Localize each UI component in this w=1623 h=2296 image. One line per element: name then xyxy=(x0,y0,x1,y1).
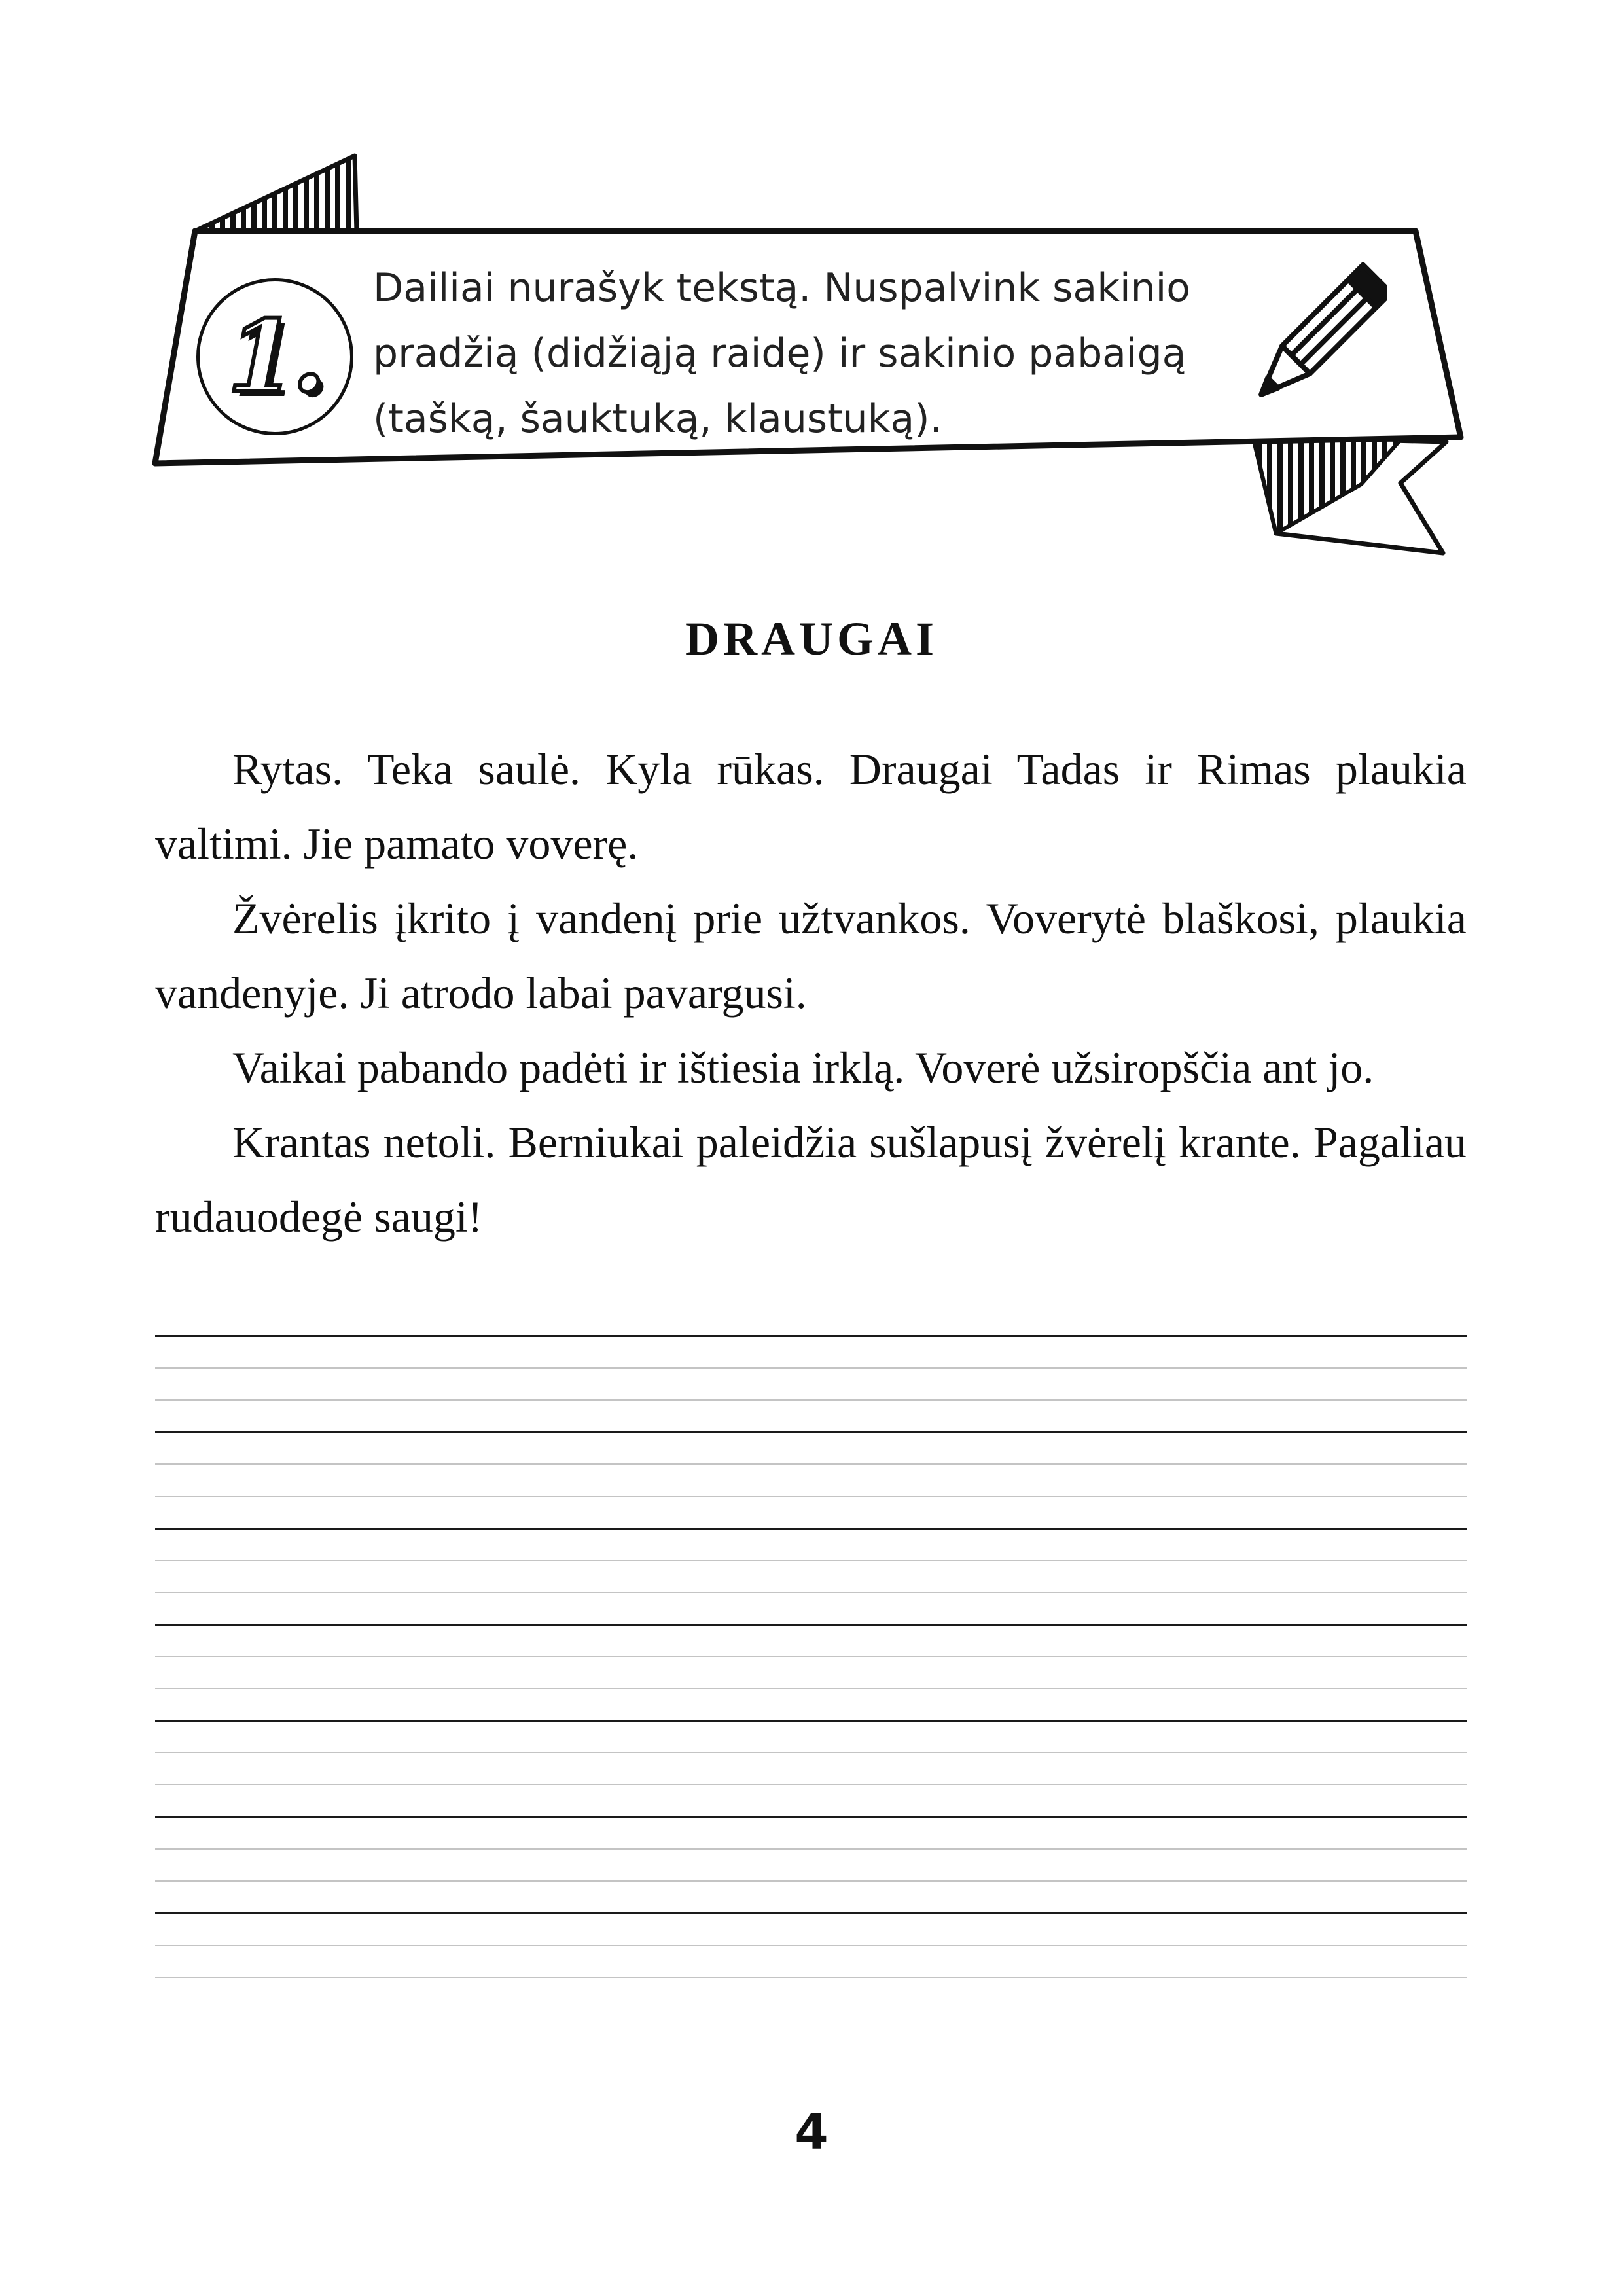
story-paragraph: Žvėrelis įkrito į vandenį prie užtvankos. Voverytė blaškosi, plaukia vandenyje. Ji atrodo labai pavargusi. xyxy=(155,893,1467,1018)
story-paragraph: Vaikai pabando padėti ir ištiesia irklą. Voverė užsiropščia ant jo. xyxy=(232,1043,1374,1092)
writing-guideline xyxy=(155,1945,1467,1946)
writing-guideline xyxy=(155,1560,1467,1561)
story-paragraph: Rytas. Teka saulė. Kyla rūkas. Draugai Tadas ir Rimas plaukia valtimi. Jie pamato voverę. xyxy=(155,744,1467,869)
writing-baseline xyxy=(155,1335,1467,1337)
writing-guideline xyxy=(155,1977,1467,1978)
pencil-icon xyxy=(1237,259,1387,429)
writing-guideline xyxy=(155,1399,1467,1401)
writing-baseline xyxy=(155,1528,1467,1530)
writing-baseline xyxy=(155,1816,1467,1818)
writing-baseline xyxy=(155,1624,1467,1626)
page-number: 4 xyxy=(794,2104,829,2161)
writing-guideline xyxy=(155,1367,1467,1369)
story-paragraph: Krantas netoli. Berniukai paleidžia sušlapusį žvėrelį krante. Pagaliau rudauodegė saugi! xyxy=(155,1117,1467,1242)
writing-guideline xyxy=(155,1880,1467,1882)
writing-baseline xyxy=(155,1431,1467,1433)
writing-guideline xyxy=(155,1752,1467,1753)
task-number-badge: 1. xyxy=(196,278,353,435)
writing-guideline xyxy=(155,1463,1467,1465)
writing-guideline xyxy=(155,1496,1467,1497)
writing-baseline xyxy=(155,1912,1467,1914)
writing-baseline xyxy=(155,1720,1467,1722)
writing-guideline xyxy=(155,1688,1467,1689)
writing-guideline xyxy=(155,1592,1467,1593)
story-text xyxy=(155,732,1467,1254)
writing-guideline xyxy=(155,1656,1467,1657)
task-banner xyxy=(0,0,1623,589)
writing-guideline xyxy=(155,1784,1467,1785)
task-instruction: Dailiai nurašyk tekstą. Nuspalvink sakinio pradžią (didžiąją raidę) ir sakinio pabaigą (tašką, šauktuką, klaustuką). xyxy=(373,265,1191,442)
story-title: DRAUGAI xyxy=(685,613,938,665)
writing-guideline xyxy=(155,1848,1467,1850)
handwriting-lines[interactable] xyxy=(155,1335,1467,2003)
